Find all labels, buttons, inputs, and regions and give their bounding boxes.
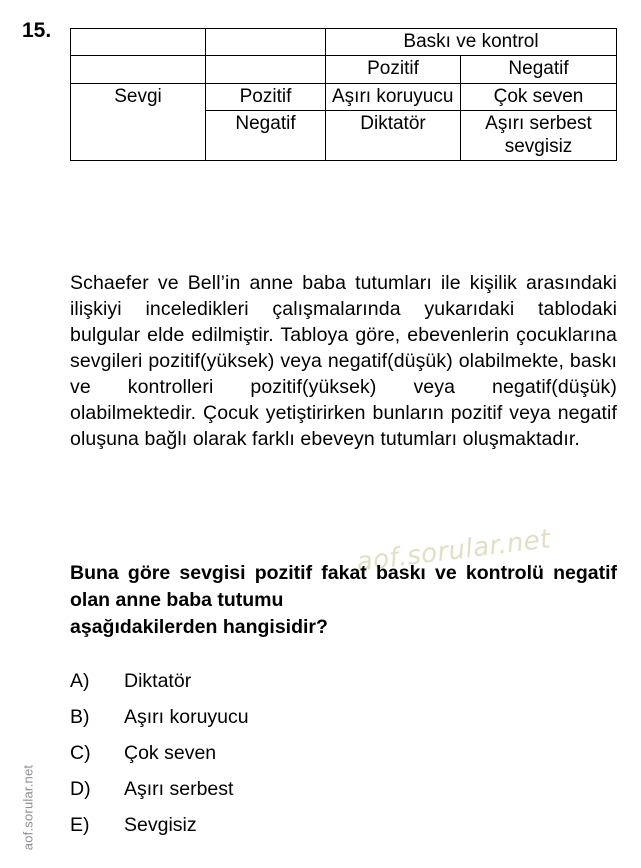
- table-cell-negative-negative: Aşırı serbest sevgisiz: [461, 111, 617, 161]
- option-d-text: Aşırı serbest: [124, 778, 234, 800]
- passage-text: [70, 270, 617, 452]
- table-cell-negative-positive: Diktatör: [326, 111, 461, 161]
- table-rowgroup-label-sevgi: Sevgi: [71, 83, 206, 160]
- table-cell-empty-r1c1: [71, 29, 206, 56]
- table-row: [71, 29, 617, 56]
- option-a-text: Diktatör: [124, 670, 192, 692]
- table-cell-empty-r1c2: [206, 29, 326, 56]
- option-e-text: Sevgisiz: [124, 814, 197, 836]
- question-stem: [70, 560, 617, 641]
- table-cell-empty-r2c2: [206, 56, 326, 83]
- table-row: [71, 56, 617, 83]
- table-cell-positive-positive: Aşırı koruyucu: [326, 83, 461, 110]
- option-c[interactable]: [70, 742, 520, 778]
- table-row: [71, 83, 617, 110]
- option-b-text: Aşırı koruyucu: [124, 706, 249, 728]
- passage-paragraph: Schaefer ve Bell’in anne baba tutumları ile kişilik arasındaki ilişkiyi inceledikleri çalışmalarında yukarıdaki tablodaki bulgular elde edilmiştir. Tabloya göre, ebevenlerin çocuklarına sevgileri pozitif(yüksek) veya negatif(düşük) olabilmekte, baskı ve kontrolleri pozitif(yüksek) veya negatif(düşük) olabilmektedir. Çocuk yetiştirirken bunların pozitif veya negatif oluşuna bağlı olarak farklı ebeveyn tutumları oluşmaktadır.: [70, 272, 617, 450]
- option-d[interactable]: [70, 778, 520, 814]
- option-a-letter: A): [70, 670, 90, 692]
- option-d-letter: D): [70, 778, 91, 800]
- table-cell-empty-r2c1: [71, 56, 206, 83]
- attitudes-matrix-table: [70, 28, 617, 161]
- table-cell-positive-negative: Çok seven: [461, 83, 617, 110]
- table-subheader-positive: Pozitif: [326, 56, 461, 83]
- option-e-letter: E): [70, 814, 90, 836]
- options-list: [70, 670, 520, 850]
- option-b[interactable]: [70, 706, 520, 742]
- option-c-text: Çok seven: [124, 742, 217, 764]
- question-stem-line-2: aşağıdakilerden hangisidir?: [70, 616, 328, 638]
- table-rowlabel-negative: Negatif: [206, 111, 326, 161]
- option-c-letter: C): [70, 742, 91, 764]
- watermark-side: aof.sorular.net: [20, 764, 36, 851]
- watermark-center: aof.sorular.net: [355, 524, 553, 578]
- table-subheader-negative: Negatif: [461, 56, 617, 83]
- question-number: 15.: [22, 19, 52, 42]
- table-rowlabel-positive: Pozitif: [206, 83, 326, 110]
- option-a[interactable]: [70, 670, 520, 706]
- table-header-pressure-control: Baskı ve kontrol: [326, 29, 617, 56]
- question-stem-line-1: Buna göre sevgisi pozitif fakat baskı ve kontrolü negatif olan anne baba tutumu: [70, 562, 617, 611]
- option-b-letter: B): [70, 706, 90, 728]
- option-e[interactable]: [70, 814, 520, 850]
